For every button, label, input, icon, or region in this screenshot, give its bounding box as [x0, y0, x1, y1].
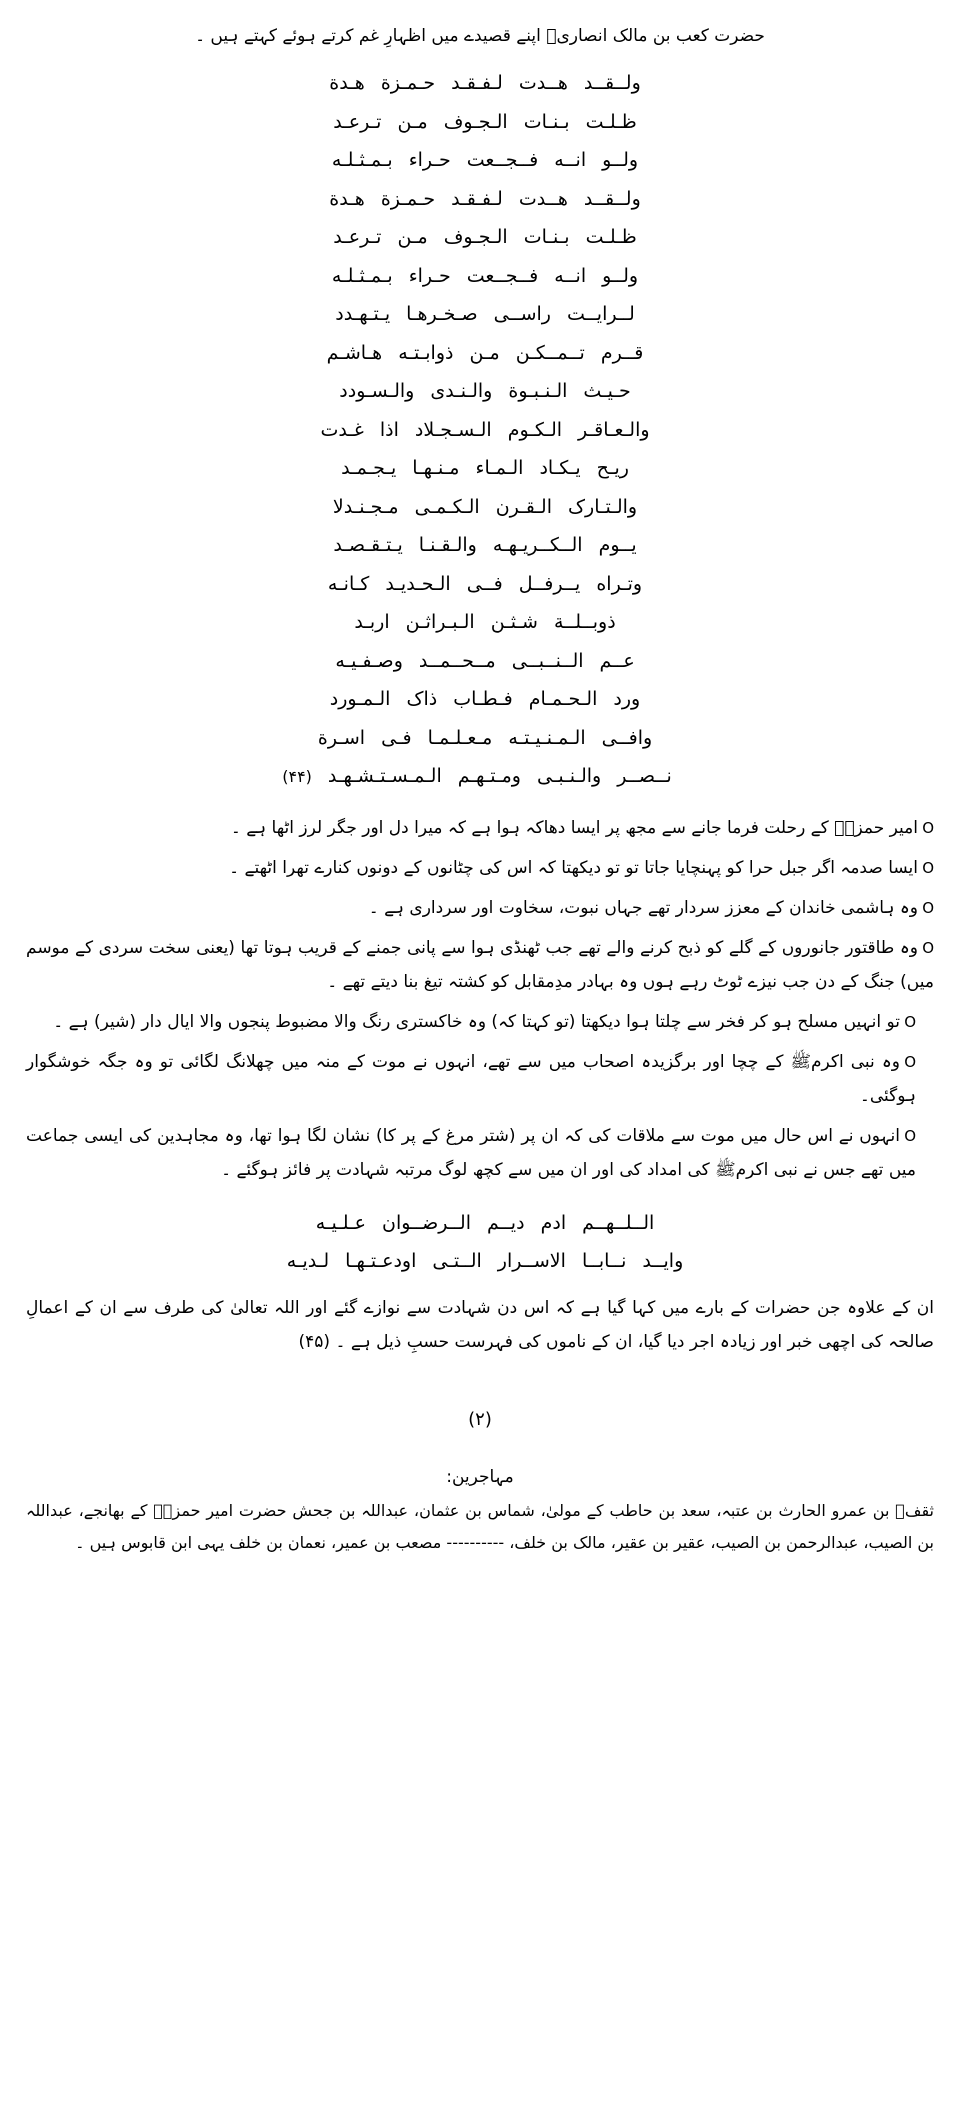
closing-paragraph: ان کے علاوہ جن حضرات کے بارے میں کہا گیا ہے کہ اس دن شہادت سے نوازے گئے اور اللہ تعالیٰ کی طرف سے ان کے اعمالِ صالحہ کی اچھی خبر اور زیادہ اجر دیا گیا، ان کے ناموں کی فہرست حسبِ ذیل ہے ۔ (۴۵)	[26, 1297, 934, 1352]
poem-verse	[30, 218, 930, 257]
poem-block	[0, 64, 960, 796]
verse-text: والـتـارک الـقـرن الـکـمـی مـجـنـدلا	[332, 495, 638, 518]
verse-text: الــلــهــم ادم دیــم الــرضــوان عـلـیـه	[315, 1211, 655, 1234]
verse-number: (۴۴)	[282, 766, 312, 786]
note-bullet: O	[904, 1126, 916, 1145]
note-bullet: O	[904, 1052, 916, 1071]
note-text: انہوں نے اس حال میں موت سے ملاقات کی کہ ان پر (شتر مرغ کے پر کا) نشان لگا ہوا تھا، وہ مجاہدین کی ایسی جماعت میں تھے جس نے نبی اکرمﷺ کی امداد کی اور ان میں سے کچھ لوگ مرتبہ شہادت پر فائز ہوگئے ۔	[26, 1125, 916, 1180]
dua-block	[0, 1204, 960, 1281]
note-text: ایسا صدمہ اگر جبل حرا کو پہنچایا جاتا تو تو دیکھتا کہ اس کی چٹانوں کے دونوں کنارے تھرا اٹھتے ۔	[229, 857, 918, 878]
poem-verse	[30, 642, 930, 681]
subheading-muhajireen: مہاجرین:	[446, 1466, 514, 1487]
note-text: وہ نبی اکرمﷺ کے چچا اور برگزیدہ اصحاب میں سے تھے، انہوں نے موت کے منہ میں چھلانگ لگائی تو وہ جگہ خوشگوار ہوگئی۔	[26, 1051, 916, 1106]
verse-text: قــرم تــمــکـن مـن ذوابـتـه هـاشـم	[326, 341, 644, 364]
poem-verse	[30, 411, 930, 450]
translation-notes	[0, 802, 960, 1196]
verse-text: لــرایــت راســی صـخـرهـا یـتـهـدد	[335, 303, 635, 326]
verse-text: ولــو انــه فــجــعت حـراء بـمـثـلـه	[331, 149, 639, 172]
verse-text: ولــقــد هــدت لـفـقـد حـمـزة هـدة	[329, 72, 641, 95]
poem-verse	[30, 180, 930, 219]
names-list: ثقفؒ بن عمرو الحارث بن عتبہ، سعد بن حاطب کے مولیٰ، شماس بن عثمان، عبداللہ بن جحش حضرت امیر حمزہؓ کے بھانجے، عبداللہ بن الصیب، عبدالرحمن بن الصیب، عقیر بن عقیر، مالک بن خلف، ---------- مصعب بن عمیر، نعمان بن خلف یہی ابن قابوس ہیں ۔	[26, 1500, 934, 1552]
poem-verse	[30, 603, 930, 642]
section-number: (۲)	[468, 1408, 492, 1430]
poem-verse	[30, 488, 930, 527]
note-item	[26, 888, 934, 928]
verse-text: ولــقــد هــدت لـفـقـد حـمـزة هـدة	[329, 187, 641, 210]
verse-text: وتـراه یــرفــل فــی الـحـدیـد کـانـه	[327, 572, 643, 595]
verse-text: حـیـث الـنـبـوة والـنـدی والـسـودد	[339, 380, 631, 403]
verse-text: عــم الــنــبــی مــحــمــد وصـفـیـه	[335, 649, 635, 672]
poem-verse	[30, 449, 930, 488]
dua-verse	[30, 1204, 930, 1243]
poem-verse	[30, 757, 930, 796]
verse-text: والـعـاقـر الـکـوم الـسـجـلاد اذا غـدت	[320, 418, 650, 441]
poem-verse	[30, 103, 930, 142]
intro-paragraph: حضرت کعب بن مالک انصاریؓ اپنے قصیدے میں اظہارِ غم کرتے ہوئے کہتے ہیں ۔	[195, 26, 765, 46]
verse-text: یــوم الــکــریـهـه والـقـنـا یـتـقـصـد	[333, 534, 637, 557]
note-text: وہ ہاشمی خاندان کے معزز سردار تھے جہاں نبوت، سخاوت اور سرداری ہے ۔	[368, 897, 918, 918]
note-item	[26, 1002, 934, 1042]
verse-text: ولــو انــه فــجــعت حـراء بـمـثـلـه	[331, 264, 639, 287]
note-bullet: O	[904, 1012, 916, 1031]
verse-text: ظـلـت بـنـات الـجـوف مـن تـرعـد	[333, 110, 637, 133]
note-item	[26, 928, 934, 1002]
verse-text: ورد الـحـمـام فـطـاب ذاک الـمـورد	[329, 688, 641, 711]
note-item	[26, 808, 934, 848]
poem-verse	[30, 295, 930, 334]
note-text: تو انہیں مسلح ہو کر فخر سے چلتا ہوا دیکھتا (تو کہتا کہ) وہ خاکستری رنگ والا مضبوط پنجوں والا ایال دار (شیر) ہے ۔	[53, 1011, 900, 1032]
verse-text: وافــی الـمـنـیـتـه مـعـلـمـا فـی اسـرة	[317, 726, 653, 749]
verse-text: ظـلـت بـنـات الـجـوف مـن تـرعـد	[333, 226, 637, 249]
note-text: امیر حمزہؓ کے رحلت فرما جانے سے مجھ پر ایسا دھاکہ ہوا ہے کہ میرا دل اور جگر لرز اٹھا ہے ۔	[230, 817, 918, 838]
verse-text: ذوبــلــة شـثـن الـبـراثـن اربـد	[354, 611, 616, 634]
verse-text: وایــد نــابــا الاســرار الــتـی اودعـتـهـا لـدیـه	[286, 1250, 684, 1273]
poem-verse	[30, 719, 930, 758]
note-bullet: O	[922, 858, 934, 877]
note-item	[26, 1042, 934, 1116]
poem-verse	[30, 334, 930, 373]
verse-text: ریـح یـکـاد الـمـاء مـنـهـا یـجـمـد	[341, 457, 629, 480]
note-item	[26, 848, 934, 888]
poem-verse	[30, 680, 930, 719]
poem-verse	[30, 257, 930, 296]
note-bullet: O	[922, 898, 934, 917]
poem-verse	[30, 372, 930, 411]
dua-verse	[30, 1242, 930, 1281]
poem-verse	[30, 565, 930, 604]
note-item	[26, 1116, 934, 1190]
poem-verse	[30, 141, 930, 180]
note-text: وہ طاقتور جانوروں کے گلے کو ذبح کرنے والے تھے جب ٹھنڈی ہوا سے پانی جمنے کے قریب ہوتا تھا (یعنی سخت سردی کے موسم میں) جنگ کے دن جب نیزے ٹوٹ رہے ہوں وہ بہادر مدِمقابل کو کشتہ تیغ بنا دیتے تھے ۔	[26, 937, 934, 992]
note-bullet: O	[922, 818, 934, 837]
verse-text: نــصــر والـنـبـی ومـتـهـم الـمـسـتـشـهـد	[327, 765, 672, 788]
note-bullet: O	[922, 938, 934, 957]
poem-verse	[30, 526, 930, 565]
poem-verse	[30, 64, 930, 103]
